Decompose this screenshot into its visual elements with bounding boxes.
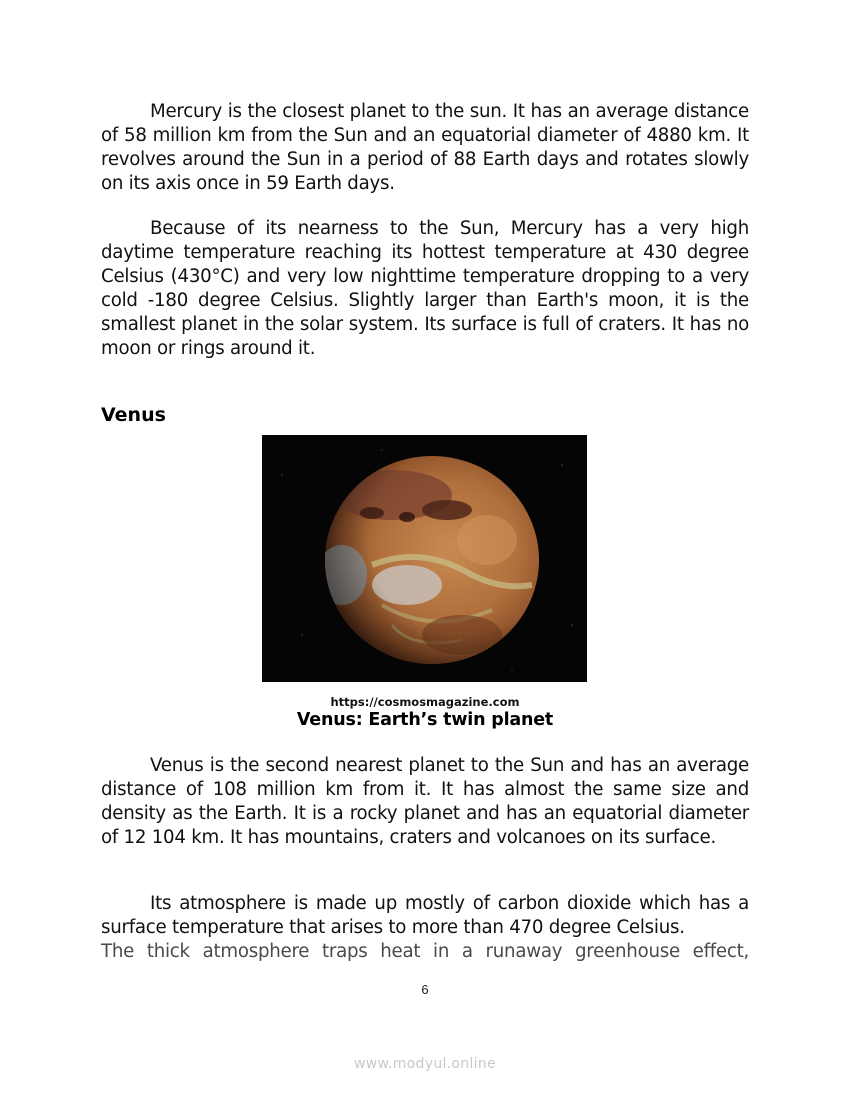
paragraph-venus-atmosphere [101,892,749,964]
venus-atmosphere-faded-text: The thick atmosphere traps heat in a runaway greenhouse effect, [101,941,749,962]
figure-caption: Venus: Earth’s twin planet [296,710,554,730]
paragraph-mercury-orbit: Mercury is the closest planet to the sun. It has an average distance of 58 million km from the Sun and an equatorial diameter of 4880 km. It revolves around the Sun in a period of 88 Earth days and rotates slowly on its axis once in 59 Earth days. [101,101,749,194]
venus-image [262,435,587,682]
venus-atmosphere-text: Its atmosphere is made up mostly of carbon dioxide which has a surface temperature that arises to more than 470 degree Celsius. [101,893,749,938]
paragraph-mercury-temperature: Because of its nearness to the Sun, Mercury has a very high daytime temperature reaching its hottest temperature at 430 degree Celsius (430°C) and very low nighttime temperature dropping to a very cold -180 degree Celsius. Slightly larger than Earth's moon, it is the smallest planet in the solar system. Its surface is full of craters. It has no moon or rings around it. [101,218,749,359]
venus-planet-illustration [262,435,587,682]
page-number: 6 [421,982,429,997]
paragraph-venus-description: Venus is the second nearest planet to the Sun and has an average distance of 108 million km from it. It has almost the same size and density as the Earth. It is a rocky planet and has an equatorial diameter of 12 104 km. It has mountains, craters and volcanoes on its surface. [101,755,749,848]
image-source-link: https://cosmosmagazine.com [330,695,520,709]
watermark: www.modyul.online [354,1056,496,1072]
section-heading-venus: Venus [101,404,166,426]
